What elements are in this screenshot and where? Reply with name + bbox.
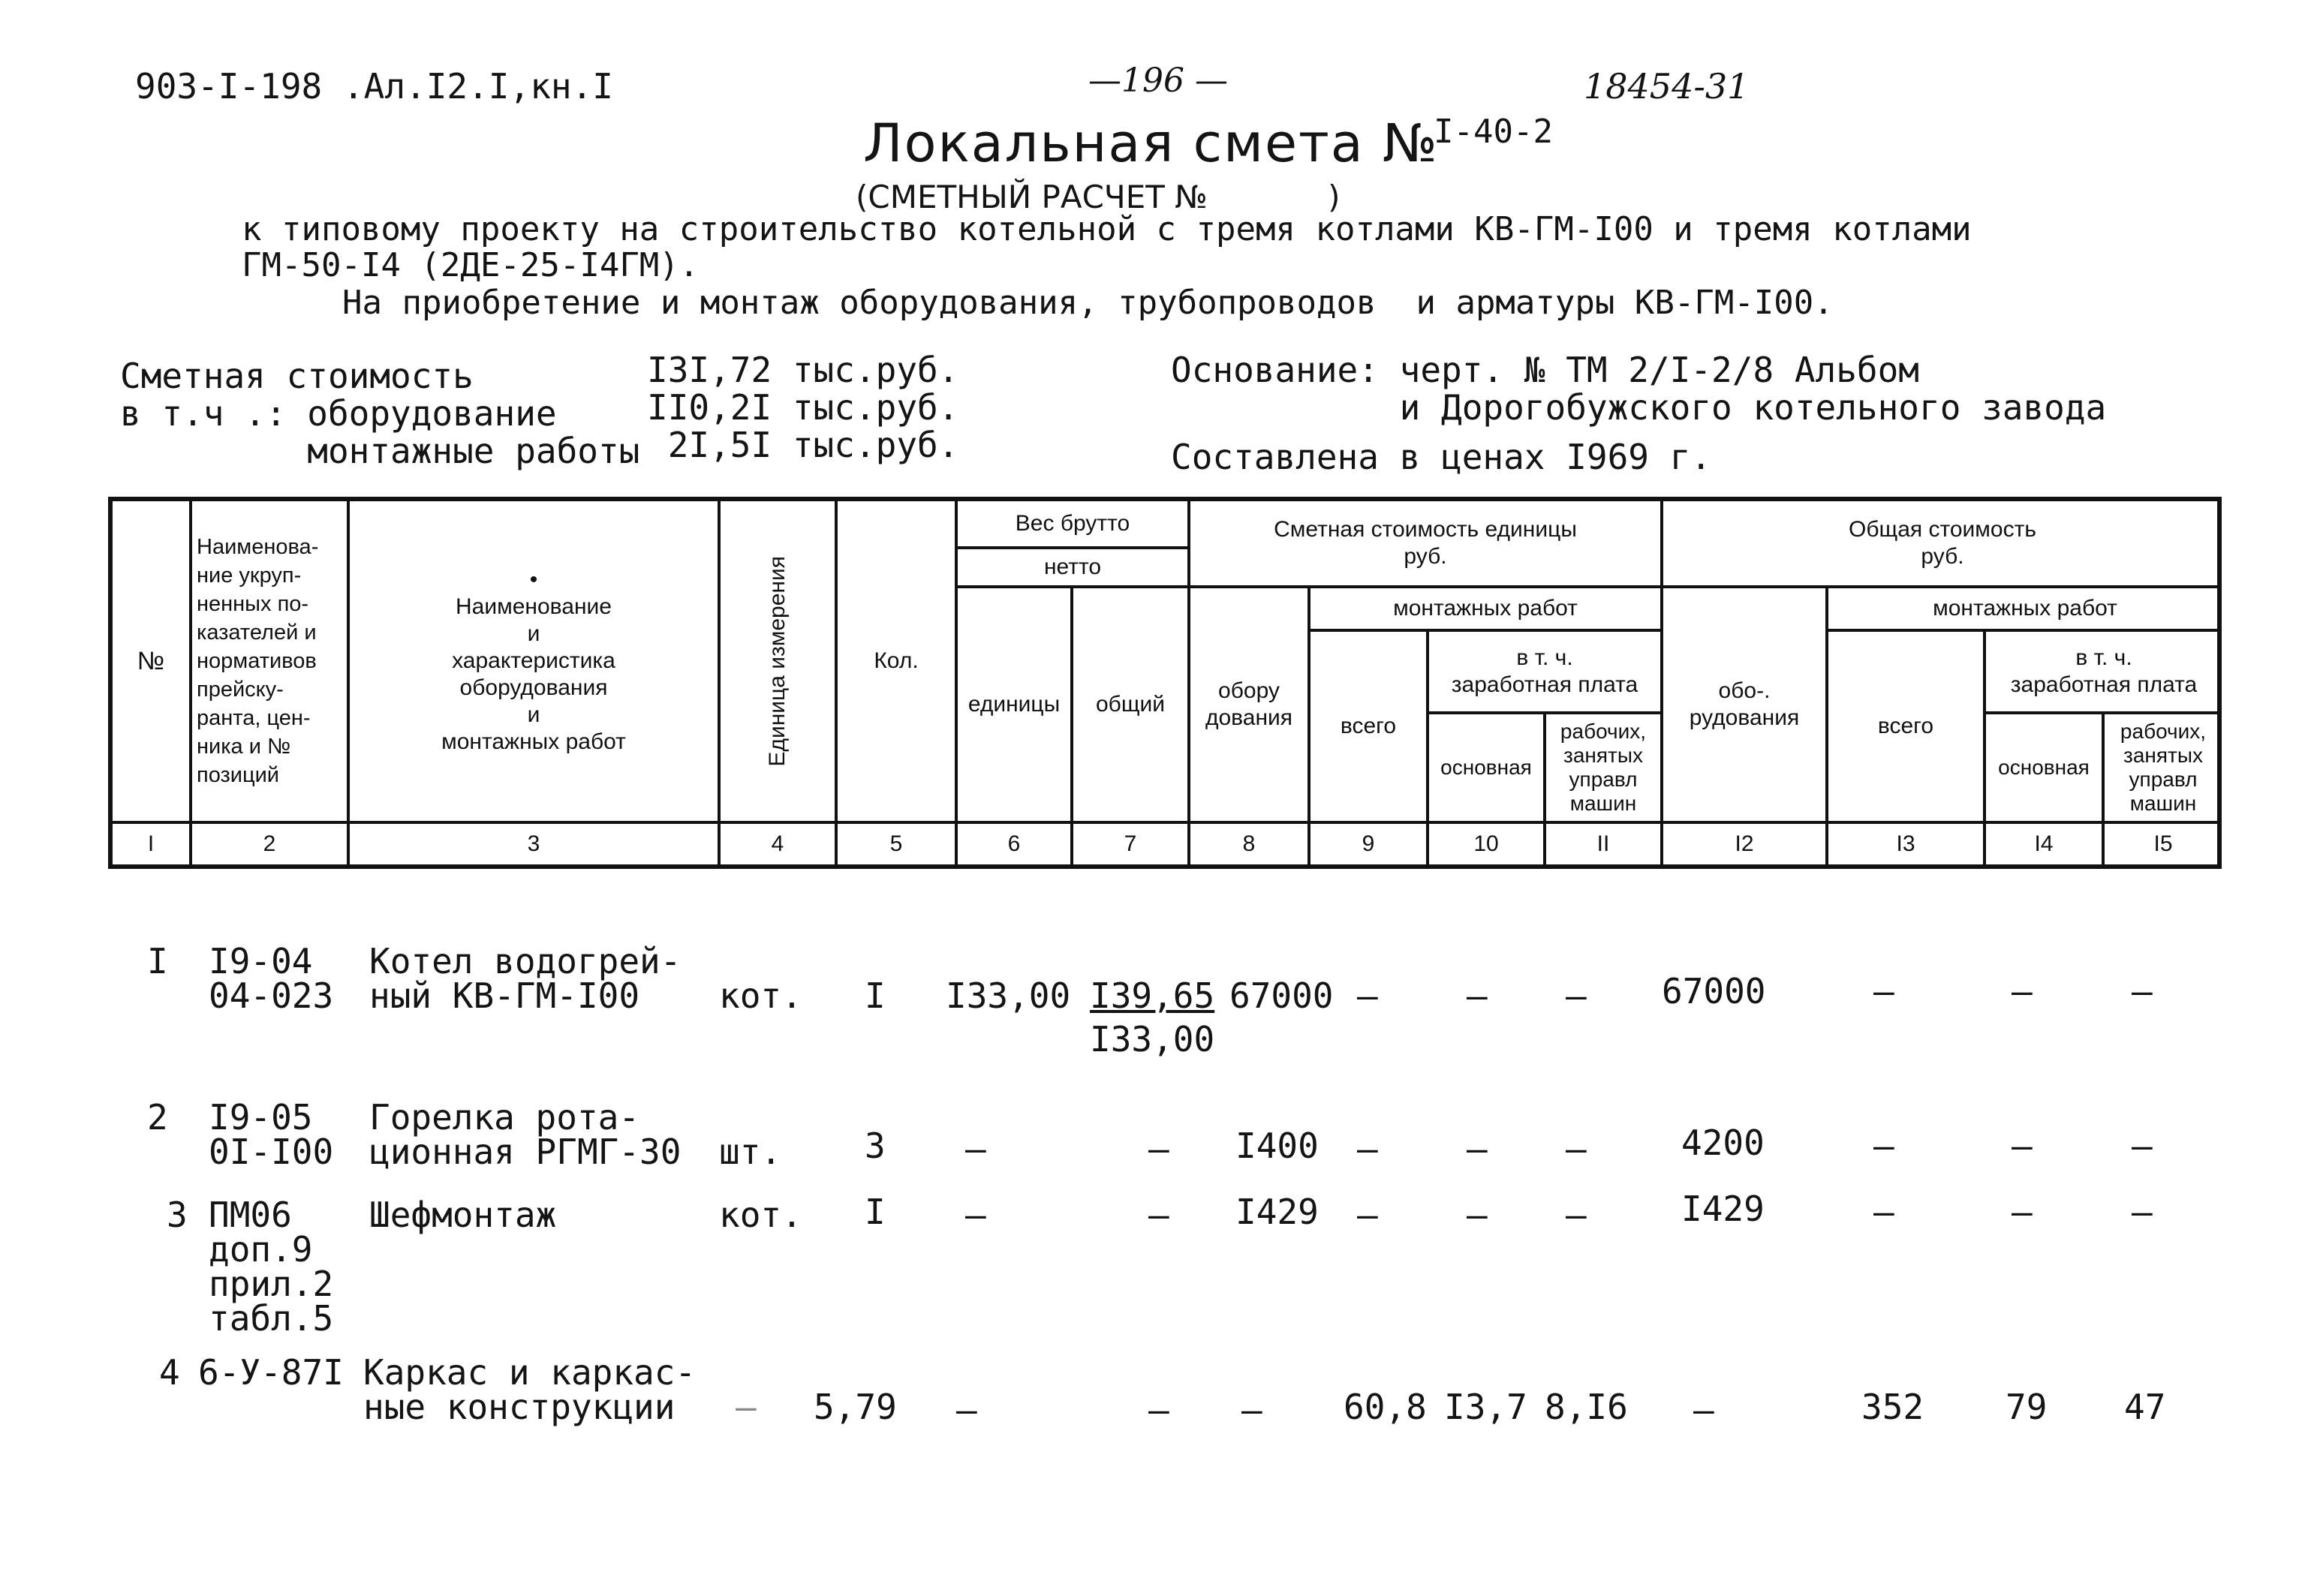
- col-equip-total-header: обо-. рудования: [1689, 678, 1800, 730]
- cost-value-equipment: II0,2I тыс.руб.: [647, 387, 959, 428]
- col-number: I: [147, 831, 155, 856]
- col-number: 4: [771, 831, 784, 856]
- row-mont-total-all: –: [1873, 1126, 1894, 1166]
- col-wage-unit-header: в т. ч. заработная плата: [1451, 645, 1638, 697]
- row-weight-total: I39,65: [1090, 975, 1215, 1016]
- col-number: II: [1596, 831, 1610, 856]
- row-mont-total-all: –: [1873, 1192, 1894, 1232]
- row-weight-unit: I33,00: [946, 975, 1071, 1016]
- row-equip-unit: I400: [1235, 1126, 1319, 1166]
- col-qty-header: Кол.: [874, 648, 919, 673]
- col-unit-cost-header: Сметная стоимость единицы руб.: [1274, 517, 1577, 569]
- col-mont-unit-header: монтажных работ: [1393, 596, 1578, 621]
- row-wage-unit-base: –: [1467, 1195, 1488, 1235]
- row-code: ПМ06 доп.9 прил.2 табл.5: [209, 1195, 334, 1339]
- col-weight-header: Вес брутто: [1015, 511, 1130, 536]
- col-wage-unit-mach-header: рабочих, занятых управл машин: [1560, 720, 1647, 815]
- row-qty: I: [865, 1192, 886, 1232]
- col-weight-total-header: общий: [1095, 692, 1166, 717]
- row-equip-total: 67000: [1662, 971, 1766, 1011]
- subject-line-1: к типовому проекту на строительство котельной с тремя котлами КВ-ГМ-I00 и тремя котлами: [242, 210, 1972, 248]
- document-title: Локальная смета №: [863, 113, 1439, 174]
- col-wage-total-header: в т. ч. заработная плата: [2010, 645, 2198, 697]
- row-code: I9-05 0I-I00: [209, 1097, 334, 1172]
- basis-line-2: и Дорогобужского котельного завода: [1171, 387, 2107, 428]
- row-mont-total-all: –: [1873, 971, 1894, 1011]
- row-unit: шт.: [719, 1132, 782, 1172]
- col-number: I2: [1735, 831, 1754, 856]
- row-wage-unit-mach: –: [1566, 1129, 1587, 1169]
- cost-labels: [120, 357, 639, 470]
- col-weight-net-header: нетто: [1043, 555, 1102, 579]
- row-number: 3: [167, 1195, 188, 1235]
- row-qty: 3: [865, 1126, 886, 1166]
- col-wage-total-mach-header: рабочих, занятых управл машин: [2120, 720, 2207, 815]
- col-number: I5: [2153, 831, 2173, 856]
- row-weight-unit: –: [965, 1129, 986, 1169]
- col-mont-total-all-header: всего: [1877, 714, 1934, 738]
- col-number: 8: [1242, 831, 1256, 856]
- col-mont-total-header: монтажных работ: [1933, 596, 2117, 621]
- col-unit-label: Единица измерения: [765, 555, 790, 767]
- row-name: Котел водогрей- ный КВ-ГМ-I00: [369, 941, 682, 1016]
- col-total-cost-header: Общая стоимость руб.: [1849, 517, 2036, 569]
- document-number: 18454-31: [1584, 66, 1750, 107]
- page-number: —196 —: [1088, 62, 1228, 100]
- row-wage-total-mach: –: [2132, 1126, 2153, 1166]
- price-level: Составлена в ценах I969 г.: [1171, 437, 1712, 477]
- row-wage-unit-base: –: [1467, 975, 1488, 1016]
- document-subtitle: (СМЕТНЫЙ РАСЧЕТ № ): [856, 179, 1341, 215]
- row-number: 4: [159, 1352, 180, 1393]
- subject-line-2: ГМ-50-I4 (2ДЕ-25-I4ГМ).: [242, 246, 700, 284]
- row-equip-unit: 67000: [1229, 975, 1334, 1016]
- row-wage-unit-base: –: [1467, 1129, 1488, 1169]
- row-mont-unit-all: –: [1357, 1129, 1378, 1169]
- col-number: 6: [1007, 831, 1021, 856]
- row-wage-total-mach: –: [2132, 1192, 2153, 1232]
- col-no-header: №: [137, 647, 165, 675]
- cost-label-installation: монтажные работы: [120, 431, 640, 471]
- row-equip-total: –: [1693, 1390, 1714, 1430]
- row-wage-unit-mach: 8,I6: [1545, 1387, 1628, 1427]
- row-unit: кот.: [719, 975, 802, 1016]
- row-wage-unit-base: I3,7: [1444, 1387, 1527, 1427]
- estimate-number: I-40-2: [1434, 113, 1553, 151]
- table-header: [108, 497, 2222, 869]
- row-wage-total-base: –: [2012, 1192, 2033, 1232]
- row-name: Шефмонтаж: [369, 1195, 557, 1235]
- col-number: 7: [1124, 831, 1137, 856]
- cost-value-installation: 2I,5I тыс.руб.: [647, 425, 959, 465]
- row-name: Каркас и каркас- ные конструкции: [363, 1352, 697, 1427]
- estimate-purpose: На приобретение и монтаж оборудования, трубопроводов и арматуры КВ-ГМ-I00.: [342, 284, 1834, 322]
- estimate-basis: [1171, 351, 2106, 426]
- row-weight-net: I33,00: [1090, 1019, 1215, 1059]
- row-equip-unit: I429: [1235, 1192, 1319, 1232]
- row-mont-unit-all: 60,8: [1344, 1387, 1427, 1427]
- cost-value-total: I3I,72 тыс.руб.: [647, 350, 959, 390]
- row-equip-unit: –: [1241, 1390, 1262, 1430]
- document-code: 903-I-198 .Ал.I2.I,кн.I: [135, 66, 613, 107]
- row-weight-unit: –: [956, 1390, 977, 1430]
- col-unit-header: [721, 501, 835, 821]
- row-wage-unit-mach: –: [1566, 1195, 1587, 1235]
- row-weight-total: –: [1148, 1129, 1169, 1169]
- row-number: 2: [147, 1097, 168, 1138]
- cost-label-total: Сметная стоимость: [120, 356, 474, 396]
- row-mont-unit-all: –: [1357, 975, 1378, 1016]
- col-wage-total-base-header: основная: [1998, 756, 2090, 779]
- row-code: I9-04 04-023: [209, 941, 334, 1016]
- row-wage-total-mach: 47: [2124, 1387, 2166, 1427]
- cost-label-equipment: в т.ч .: оборудование: [120, 393, 557, 434]
- col-code-header: Наименова- ние укруп- ненных по- казателей и нормативов прейску- ранта, цен- ника и № позиций: [197, 535, 319, 787]
- row-equip-total: 4200: [1681, 1123, 1765, 1163]
- col-number: 5: [889, 831, 903, 856]
- basis-line-1: Основание: черт. № ТМ 2/I-2/8 Альбом: [1171, 350, 1919, 390]
- project-subject: [242, 212, 1972, 284]
- col-number: 3: [527, 831, 540, 856]
- row-wage-total-base: 79: [2006, 1387, 2048, 1427]
- row-code: 6-У-87I: [198, 1352, 344, 1393]
- row-qty: I: [865, 975, 886, 1016]
- col-mont-unit-all-header: всего: [1340, 714, 1397, 738]
- row-weight-unit: –: [965, 1195, 986, 1235]
- col-equip-unit-header: обору дования: [1205, 678, 1293, 730]
- row-qty: 5,79: [814, 1387, 897, 1427]
- col-name-header: • Наименование и характеристика оборудования и монтажных работ: [441, 567, 626, 754]
- row-wage-unit-mach: –: [1566, 975, 1587, 1016]
- row-mont-total-all: 352: [1861, 1387, 1924, 1427]
- cost-values: [647, 351, 958, 464]
- col-wage-unit-base-header: основная: [1440, 756, 1532, 779]
- col-number: 10: [1473, 831, 1499, 856]
- row-unit: –: [736, 1387, 757, 1427]
- row-wage-total-mach: –: [2132, 971, 2153, 1011]
- row-number: I: [147, 941, 168, 981]
- col-weight-unit-header: единицы: [967, 692, 1061, 717]
- row-wage-total-base: –: [2012, 1126, 2033, 1166]
- row-mont-unit-all: –: [1357, 1195, 1378, 1235]
- row-equip-total: I429: [1681, 1189, 1765, 1229]
- col-number: 9: [1362, 831, 1375, 856]
- col-number: I3: [1896, 831, 1915, 856]
- row-weight-total: –: [1148, 1195, 1169, 1235]
- col-number: I4: [2034, 831, 2054, 856]
- row-unit: кот.: [719, 1195, 802, 1235]
- row-weight-total: –: [1148, 1390, 1169, 1430]
- row-name: Горелка рота- ционная РГМГ-30: [369, 1097, 682, 1172]
- row-wage-total-base: –: [2012, 971, 2033, 1011]
- col-number: 2: [263, 831, 276, 856]
